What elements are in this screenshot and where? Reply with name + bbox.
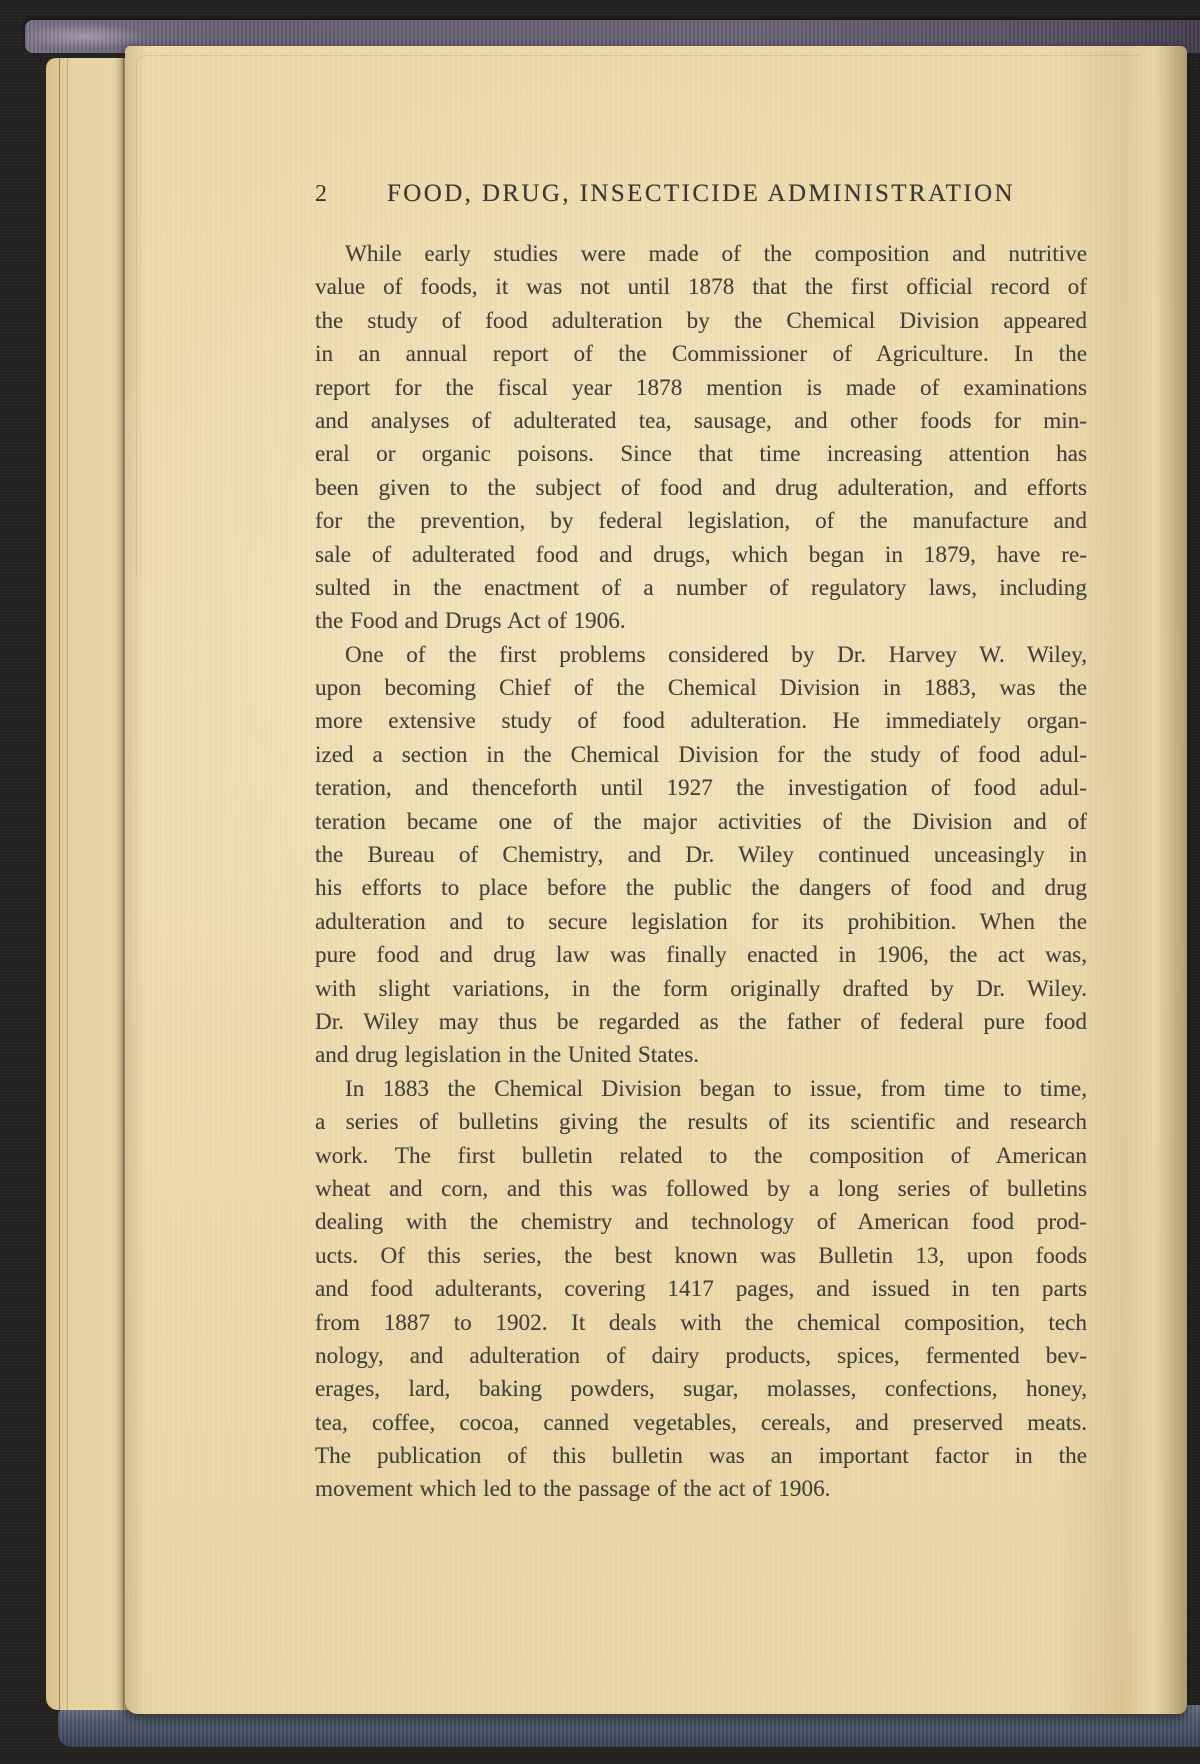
text-line: more extensive study of food adulteration. He immediately organ- xyxy=(315,708,1087,735)
text-line: sulted in the enactment of a number of regulatory laws, including xyxy=(315,574,1087,601)
text-line: and drug legislation in the United States. xyxy=(315,1042,700,1069)
text-line: erages, lard, baking powders, sugar, molasses, confections, honey, xyxy=(315,1376,1087,1403)
page-header xyxy=(315,180,1087,208)
text-line: Dr. Wiley may thus be regarded as the father of federal pure food xyxy=(315,1008,1087,1035)
text-line: the Food and Drugs Act of 1906. xyxy=(315,608,626,635)
text-line: tea, coffee, cocoa, canned vegetables, cereals, and preserved meats. xyxy=(315,1409,1087,1436)
text-line: value of foods, it was not until 1878 that the first official record of xyxy=(315,274,1087,301)
book-page xyxy=(125,46,1187,1714)
text-line: and food adulterants, covering 1417 pages, and issued in ten parts xyxy=(315,1276,1087,1303)
text-line: the Bureau of Chemistry, and Dr. Wiley continued unceasingly in xyxy=(315,842,1087,869)
text-line: In 1883 the Chemical Division began to issue, from time to time, xyxy=(345,1075,1087,1102)
text-line: While early studies were made of the composition and nutritive xyxy=(345,241,1087,267)
page-stack-edges xyxy=(46,58,128,1710)
text-line: work. The first bulletin related to the composition of American xyxy=(315,1142,1087,1169)
text-line: been given to the subject of food and drug adulteration, and efforts xyxy=(315,474,1087,501)
text-line: teration, and thenceforth until 1927 the investigation of food adul- xyxy=(315,775,1087,802)
text-line: upon becoming Chief of the Chemical Division in 1883, was the xyxy=(315,675,1087,702)
text-line: wheat and corn, and this was followed by a long series of bulletins xyxy=(315,1175,1087,1202)
page-body xyxy=(315,238,1087,1507)
text-line: One of the first problems considered by Dr. Harvey W. Wiley, xyxy=(345,641,1087,668)
text-line: ized a section in the Chemical Division for the study of food adul- xyxy=(315,741,1087,768)
text-line: nology, and adulteration of dairy products, spices, fermented bev- xyxy=(315,1342,1087,1369)
running-title: FOOD, DRUG, INSECTICIDE ADMINISTRATION xyxy=(386,180,1015,207)
text-line: movement which led to the passage of the act of 1906. xyxy=(315,1476,831,1503)
text-line: for the prevention, by federal legislation, of the manufacture and xyxy=(315,508,1087,535)
text-line: and analyses of adulterated tea, sausage, and other foods for min- xyxy=(315,407,1087,434)
page-number: 2 xyxy=(315,181,328,207)
text-line: teration became one of the major activities of the Division and of xyxy=(315,808,1087,835)
text-line: adulteration and to secure legislation for its prohibition. When the xyxy=(315,908,1087,935)
text-line: pure food and drug law was finally enacted in 1906, the act was, xyxy=(315,942,1087,969)
text-line: his efforts to place before the public the dangers of food and drug xyxy=(315,875,1087,902)
text-line: The publication of this bulletin was an important factor in the xyxy=(315,1443,1087,1470)
text-line: report for the fiscal year 1878 mention is made of examinations xyxy=(315,374,1087,401)
text-line: from 1887 to 1902. It deals with the chemical composition, tech xyxy=(315,1309,1087,1336)
text-line: dealing with the chemistry and technology of American food prod- xyxy=(315,1209,1087,1236)
text-line: a series of bulletins giving the results of its scientific and research xyxy=(315,1109,1087,1136)
text-line: the study of food adulteration by the Chemical Division appeared xyxy=(315,307,1087,334)
text-line: with slight variations, in the form originally drafted by Dr. Wiley. xyxy=(315,975,1087,1002)
text-line: sale of adulterated food and drugs, which began in 1879, have re- xyxy=(315,541,1087,568)
text-line: ucts. Of this series, the best known was Bulletin 13, upon foods xyxy=(315,1242,1087,1269)
text-line: in an annual report of the Commissioner of Agriculture. In the xyxy=(315,341,1087,368)
text-line: eral or organic poisons. Since that time increasing attention has xyxy=(315,441,1087,468)
